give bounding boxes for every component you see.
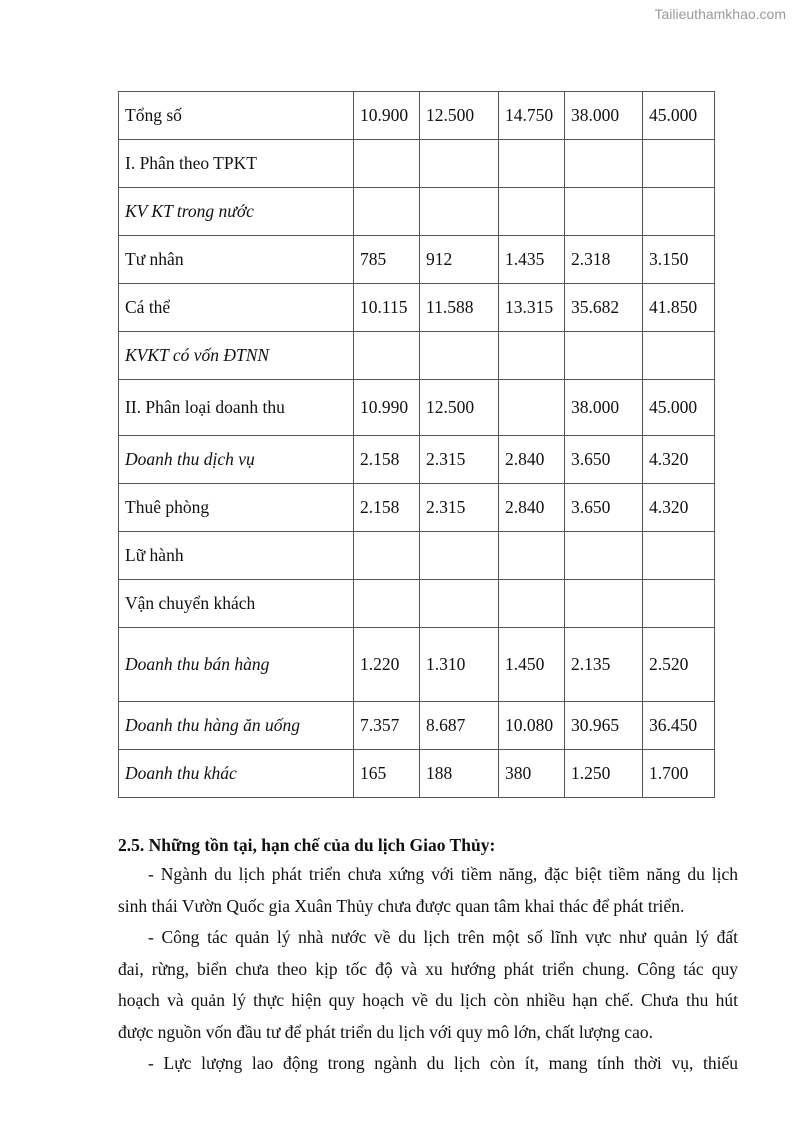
row-label: Doanh thu hàng ăn uống bbox=[119, 702, 354, 750]
table-row bbox=[119, 702, 715, 750]
table-cell bbox=[499, 380, 565, 436]
table-cell bbox=[499, 140, 565, 188]
table-cell: 785 bbox=[354, 236, 420, 284]
table-row bbox=[119, 332, 715, 380]
table-cell bbox=[354, 188, 420, 236]
table-cell: 13.315 bbox=[499, 284, 565, 332]
table-cell bbox=[643, 532, 715, 580]
table-cell bbox=[499, 580, 565, 628]
body-line: được nguồn vốn đầu tư để phát triển du lịch với quy mô lớn, chất lượng cao. bbox=[118, 1021, 653, 1042]
row-label: Doanh thu bán hàng bbox=[119, 628, 354, 702]
table-cell bbox=[565, 188, 643, 236]
table-cell: 188 bbox=[420, 750, 499, 798]
row-label: II. Phân loại doanh thu bbox=[119, 380, 354, 436]
table-cell bbox=[499, 188, 565, 236]
table-cell bbox=[565, 532, 643, 580]
table-cell bbox=[499, 332, 565, 380]
table-cell bbox=[643, 140, 715, 188]
row-label: Vận chuyển khách bbox=[119, 580, 354, 628]
table-cell: 912 bbox=[420, 236, 499, 284]
table-row bbox=[119, 380, 715, 436]
table-cell: 2.158 bbox=[354, 436, 420, 484]
table-row bbox=[119, 628, 715, 702]
table-row bbox=[119, 92, 715, 140]
table-cell: 11.588 bbox=[420, 284, 499, 332]
table-row bbox=[119, 188, 715, 236]
table-cell bbox=[643, 188, 715, 236]
table-cell: 1.250 bbox=[565, 750, 643, 798]
body-line: - Lực lượng lao động trong ngành du lịch còn ít, mang tính thời vụ, thiếu bbox=[148, 1053, 738, 1073]
table-cell: 2.315 bbox=[420, 436, 499, 484]
revenue-table bbox=[118, 91, 715, 798]
table-cell bbox=[565, 332, 643, 380]
table-cell: 2.135 bbox=[565, 628, 643, 702]
table-cell bbox=[354, 532, 420, 580]
row-label: Tổng số bbox=[119, 92, 354, 140]
table-cell bbox=[420, 140, 499, 188]
table-cell bbox=[420, 188, 499, 236]
table-cell: 380 bbox=[499, 750, 565, 798]
table-cell: 41.850 bbox=[643, 284, 715, 332]
table-row bbox=[119, 284, 715, 332]
table-cell: 45.000 bbox=[643, 380, 715, 436]
table-cell: 4.320 bbox=[643, 484, 715, 532]
table-cell bbox=[420, 532, 499, 580]
table-cell: 1.450 bbox=[499, 628, 565, 702]
table-row bbox=[119, 750, 715, 798]
table-cell bbox=[420, 580, 499, 628]
row-label: Doanh thu dịch vụ bbox=[119, 436, 354, 484]
body-line: đai, rừng, biển chưa theo kịp tốc độ và xu hướng phát triển chung. Công tác quy bbox=[118, 958, 738, 979]
table-cell bbox=[643, 332, 715, 380]
table-cell: 1.220 bbox=[354, 628, 420, 702]
table-cell: 1.700 bbox=[643, 750, 715, 798]
row-label: Thuê phòng bbox=[119, 484, 354, 532]
section-body bbox=[118, 859, 738, 1080]
table-cell: 12.500 bbox=[420, 92, 499, 140]
table-cell: 10.080 bbox=[499, 702, 565, 750]
table-row bbox=[119, 140, 715, 188]
table-cell: 2.840 bbox=[499, 484, 565, 532]
table-cell: 10.990 bbox=[354, 380, 420, 436]
table-cell: 3.650 bbox=[565, 484, 643, 532]
table-row bbox=[119, 436, 715, 484]
table-cell: 10.900 bbox=[354, 92, 420, 140]
table-cell bbox=[354, 332, 420, 380]
table-cell bbox=[354, 140, 420, 188]
table-cell: 2.318 bbox=[565, 236, 643, 284]
table-row bbox=[119, 532, 715, 580]
row-label: Cá thể bbox=[119, 284, 354, 332]
table-cell: 2.158 bbox=[354, 484, 420, 532]
row-label: I. Phân theo TPKT bbox=[119, 140, 354, 188]
table-cell bbox=[354, 580, 420, 628]
row-label: Lữ hành bbox=[119, 532, 354, 580]
table-cell: 1.310 bbox=[420, 628, 499, 702]
body-line: hoạch và quản lý thực hiện quy hoạch về du lịch còn nhiều hạn chế. Chưa thu hút bbox=[118, 990, 738, 1010]
body-line: - Ngành du lịch phát triển chưa xứng với tiềm năng, đặc biệt tiềm năng du lịch bbox=[148, 864, 738, 884]
table-row bbox=[119, 484, 715, 532]
table-cell: 2.520 bbox=[643, 628, 715, 702]
table-cell: 3.650 bbox=[565, 436, 643, 484]
table-cell: 8.687 bbox=[420, 702, 499, 750]
table-cell: 38.000 bbox=[565, 380, 643, 436]
table-cell: 2.840 bbox=[499, 436, 565, 484]
row-label: Doanh thu khác bbox=[119, 750, 354, 798]
table-cell bbox=[643, 580, 715, 628]
table-cell: 36.450 bbox=[643, 702, 715, 750]
table-cell: 35.682 bbox=[565, 284, 643, 332]
table-cell: 38.000 bbox=[565, 92, 643, 140]
table-cell: 1.435 bbox=[499, 236, 565, 284]
table-cell: 10.115 bbox=[354, 284, 420, 332]
table-cell: 45.000 bbox=[643, 92, 715, 140]
table-row bbox=[119, 580, 715, 628]
table-cell bbox=[565, 580, 643, 628]
table-cell: 165 bbox=[354, 750, 420, 798]
table-cell: 2.315 bbox=[420, 484, 499, 532]
row-label: KV KT trong nước bbox=[119, 188, 354, 236]
table-cell: 12.500 bbox=[420, 380, 499, 436]
table-cell: 4.320 bbox=[643, 436, 715, 484]
table-cell: 30.965 bbox=[565, 702, 643, 750]
row-label: Tư nhân bbox=[119, 236, 354, 284]
table-cell bbox=[565, 140, 643, 188]
table-row bbox=[119, 236, 715, 284]
body-line: sinh thái Vườn Quốc gia Xuân Thủy chưa được quan tâm khai thác để phát triển. bbox=[118, 895, 685, 916]
table-cell: 14.750 bbox=[499, 92, 565, 140]
table-cell bbox=[420, 332, 499, 380]
table-cell: 7.357 bbox=[354, 702, 420, 750]
watermark: Tailieuthamkhao.com bbox=[654, 6, 786, 22]
table-cell: 3.150 bbox=[643, 236, 715, 284]
row-label: KVKT có vốn ĐTNN bbox=[119, 332, 354, 380]
table-cell bbox=[499, 532, 565, 580]
section-heading: 2.5. Những tồn tại, hạn chế của du lịch Giao Thủy: bbox=[118, 835, 496, 855]
body-line: - Công tác quản lý nhà nước về du lịch trên một số lĩnh vực như quản lý đất bbox=[148, 927, 738, 947]
